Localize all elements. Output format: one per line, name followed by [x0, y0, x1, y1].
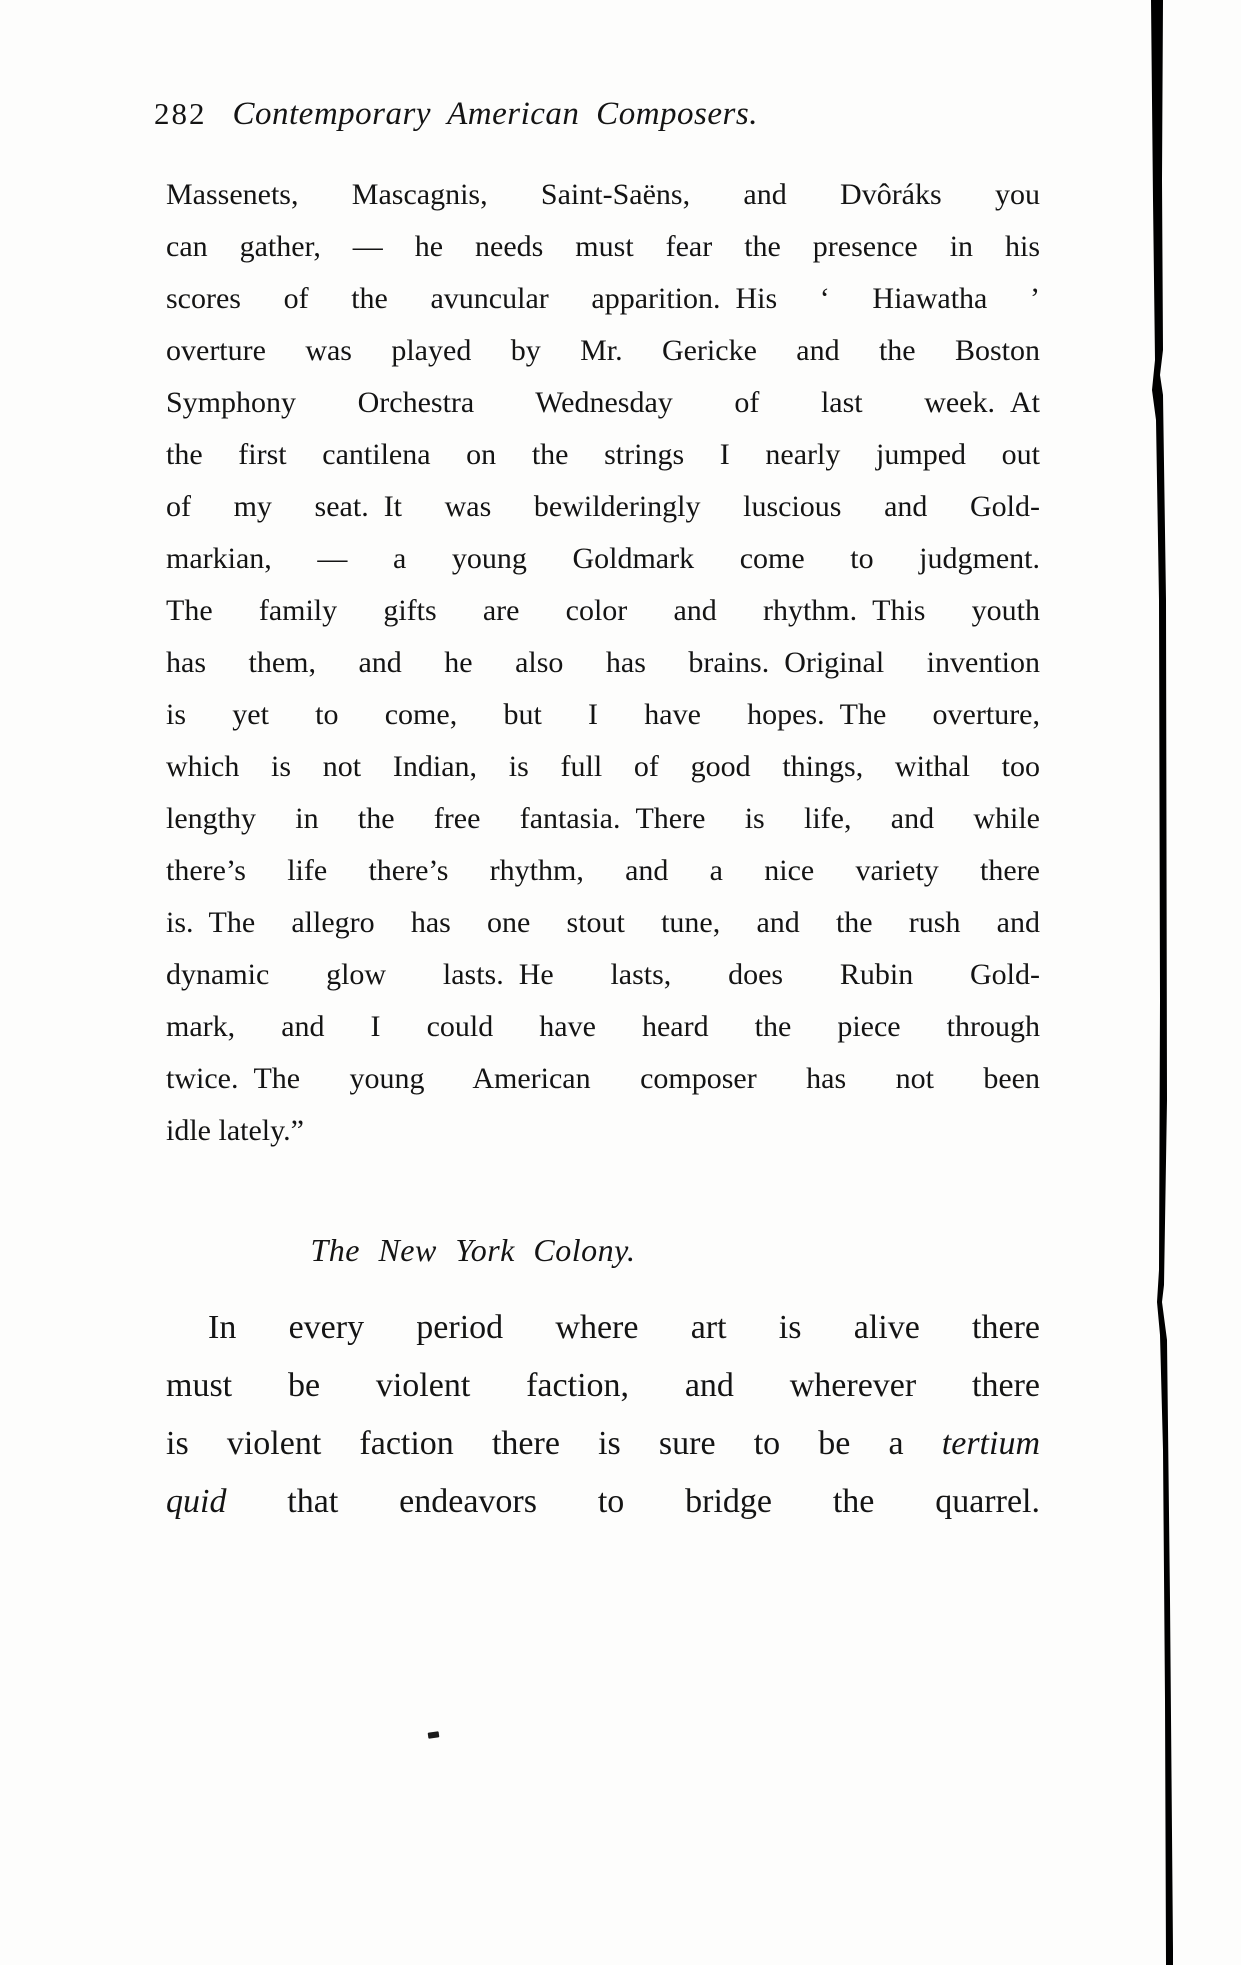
text-line	[166, 325, 1040, 377]
text-segment: idle lately.”	[166, 1114, 304, 1147]
text-line	[166, 1105, 1040, 1157]
text-line	[166, 949, 1040, 1001]
text-line	[166, 377, 1040, 429]
text-segment: markian, — a young Goldmark come to judgment.	[166, 542, 1040, 575]
text-segment: that endeavors to bridge the quarrel.	[226, 1483, 1040, 1520]
text-segment: The family gifts are color and rhythm. This youth	[166, 594, 1040, 627]
page-header	[154, 96, 1014, 133]
text-segment: of my seat. It was bewilderingly luscious and Gold-	[166, 490, 1040, 523]
text-line	[166, 1415, 1040, 1473]
text-segment: which is not Indian, is full of good things, withal too	[166, 750, 1040, 783]
text-segment: overture was played by Mr. Gericke and the Boston	[166, 334, 1040, 367]
text-line	[166, 1053, 1040, 1105]
text-line	[166, 845, 1040, 897]
text-line	[166, 637, 1040, 689]
text-segment: In every period where art is alive there	[208, 1309, 1040, 1346]
text-segment: is yet to come, but I have hopes. The overture,	[166, 698, 1040, 731]
text-segment: is violent faction there is sure to be a	[166, 1425, 942, 1462]
text-segment: there’s life there’s rhythm, and a nice variety there	[166, 854, 1040, 887]
paragraph-new-york-colony	[166, 1299, 1040, 1531]
text-segment: tertium	[941, 1425, 1040, 1462]
text-line	[166, 1299, 1040, 1357]
text-segment: scores of the avuncular apparition. His ‘ Hiawatha ’	[166, 282, 1040, 315]
text-segment: the first cantilena on the strings I nearly jumped out	[166, 438, 1040, 471]
text-line	[166, 741, 1040, 793]
ink-speck	[428, 1731, 440, 1738]
text-segment: mark, and I could have heard the piece through	[166, 1010, 1040, 1043]
book-gutter-shadow-bar	[1136, 0, 1180, 1965]
text-segment: can gather, — he needs must fear the presence in his	[166, 230, 1040, 263]
text-line	[166, 1357, 1040, 1415]
section-heading: The New York Colony.	[310, 1232, 636, 1268]
text-line	[166, 533, 1040, 585]
text-segment: quid	[166, 1483, 227, 1520]
text-line	[166, 1473, 1040, 1531]
text-line	[166, 273, 1040, 325]
text-segment: twice. The young American composer has not been	[166, 1062, 1040, 1095]
text-line	[166, 585, 1040, 637]
text-segment: dynamic glow lasts. He lasts, does Rubin Gold-	[166, 958, 1040, 991]
text-segment: Symphony Orchestra Wednesday of last week. At	[166, 386, 1040, 419]
running-title: Contemporary American Composers.	[232, 96, 758, 132]
text-line	[166, 429, 1040, 481]
text-segment: is. The allegro has one stout tune, and the rush and	[166, 906, 1040, 939]
text-segment: lengthy in the free fantasia. There is life, and while	[166, 802, 1040, 835]
text-line	[166, 793, 1040, 845]
text-segment: Massenets, Mascagnis, Saint-Saëns, and Dvôráks you	[166, 178, 1040, 211]
text-line	[166, 1001, 1040, 1053]
paragraph-quoted-review	[166, 169, 1040, 1157]
page-number: 282	[154, 96, 207, 131]
text-line	[166, 481, 1040, 533]
text-line	[166, 169, 1040, 221]
text-segment: has them, and he also has brains. Original invention	[166, 646, 1040, 679]
text-line	[166, 221, 1040, 273]
text-line	[166, 897, 1040, 949]
text-line	[166, 689, 1040, 741]
text-segment: must be violent faction, and wherever there	[166, 1367, 1040, 1404]
